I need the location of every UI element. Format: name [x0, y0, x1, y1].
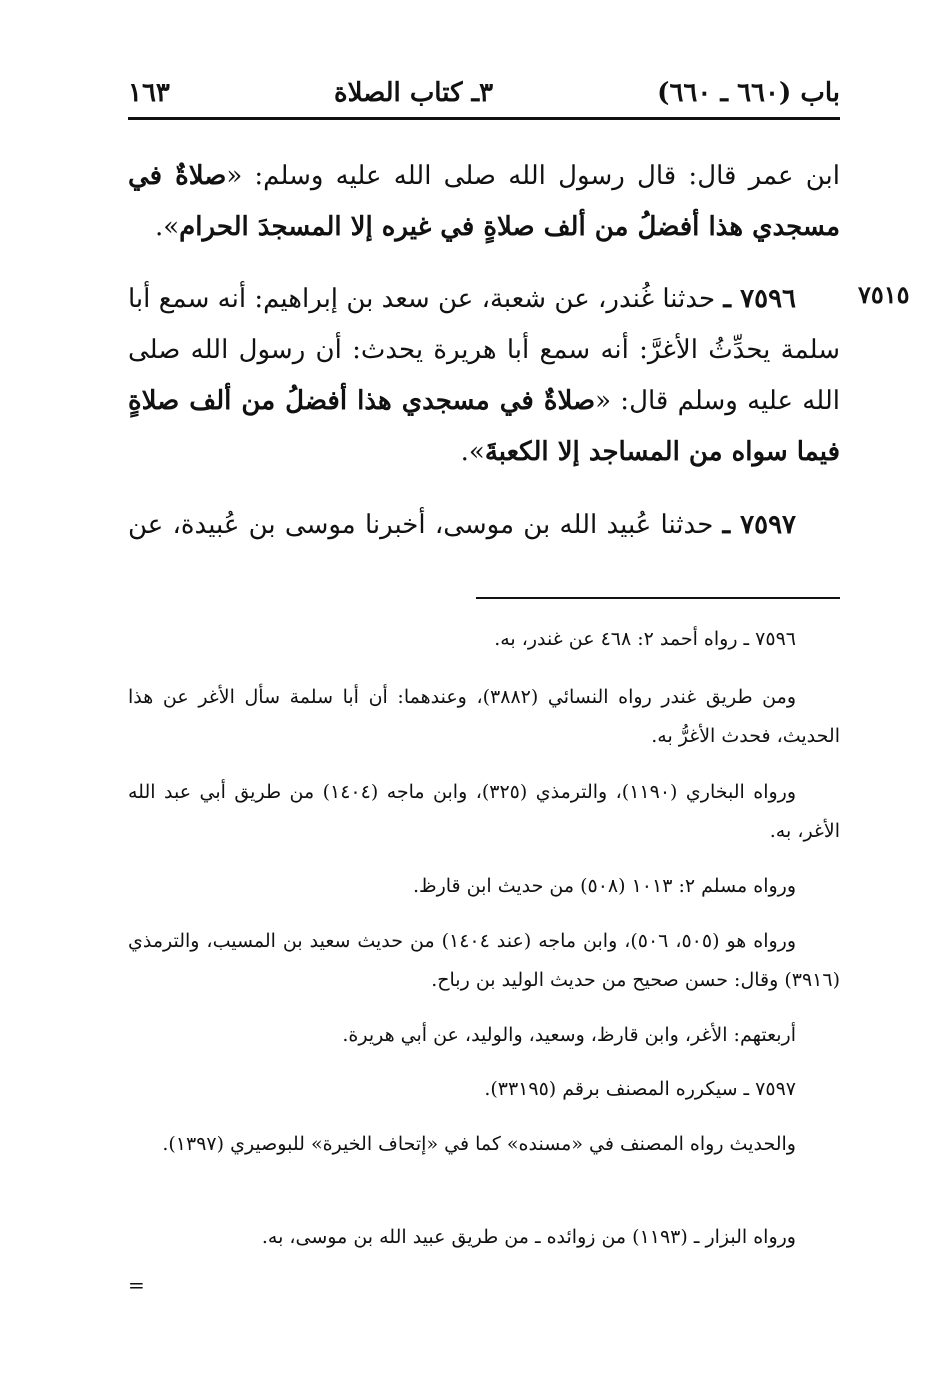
page-header	[128, 72, 840, 114]
hadith-chain: حدثنا غُندر، عن شعبة، عن سعد بن إبراهيم: أنه سمع أبا سلمة يحدِّثُ الأغرَّ: أنه سمع أبا هريرة يحدث: أن رسول الله صلى الله عليه وسلم قال: «	[128, 284, 840, 416]
footnote-5: ورواه هو (٥٠٥، ٥٠٦)، وابن ماجه (عند ١٤٠٤) من حديث سعيد بن المسيب، والترمذي (٣٩١٦) وقال: حسن صحيح من حديث الوليد بن رباح.	[128, 930, 840, 991]
footnote-2: ومن طريق غندر رواه النسائي (٣٨٨٢)، وعندهما: أن أبا سلمة سأل الأغر عن هذا الحديث، فحدث الأغرُّ به.	[128, 686, 840, 747]
quote-close: ».	[460, 437, 485, 467]
quote-close: ».	[154, 212, 180, 242]
hadith-quote: صلاةٌ في مسجدي هذا أفضلُ من ألف صلاةٍ فيما سواه من المساجد إلا الكعبةَ	[128, 386, 840, 467]
paragraph-text: ابن عمر قال: قال رسول الله صلى الله عليه وسلم: «	[226, 161, 840, 191]
footnote-9: ورواه البزار ـ (١١٩٣) من زوائده ـ من طريق عبيد الله بن موسى، به.	[261, 1226, 796, 1248]
footnote-7: ٧٥٩٧ ـ سيكرره المصنف برقم (٣٣١٩٥).	[484, 1078, 796, 1100]
margin-number: ٧٥١٥	[858, 280, 910, 309]
hadith-number: ٧٥٩٦ ـ	[723, 284, 796, 314]
hadith-quote: صلاةٌ في مسجدي هذا أفضلُ من ألف صلاةٍ في غيره إلا المسجدَ الحرام	[128, 161, 840, 242]
book-title: ٣ـ كتاب الصلاة	[333, 78, 494, 108]
footnote-3: ورواه البخاري (١١٩٠)، والترمذي (٣٢٥)، وابن ماجه (١٤٠٤) من طريق أبي عبد الله الأغر، به.	[128, 781, 840, 842]
footnote-8: والحديث رواه المصنف في «مسنده» كما في «إتحاف الخيرة» للبوصيري (١٣٩٧).	[162, 1133, 796, 1155]
hadith-7597	[128, 500, 840, 551]
footnote-6: أربعتهم: الأغر، وابن قارظ، وسعيد، والوليد، عن أبي هريرة.	[342, 1024, 796, 1046]
hadith-chain: حدثنا عُبيد الله بن موسى، أخبرنا موسى بن عُبيدة، عن	[128, 510, 723, 540]
header-divider	[128, 117, 840, 120]
hadith-paragraph-continuation	[128, 151, 840, 253]
hadith-number: ٧٥٩٧ ـ	[722, 510, 796, 540]
footnote-4: ورواه مسلم ٢: ١٠١٣ (٥٠٨) من حديث ابن قارظ.	[412, 875, 796, 897]
footnote-1: ٧٥٩٦ ـ رواه أحمد ٢: ٤٦٨ عن غندر، به.	[494, 628, 796, 650]
continuation-mark: =	[128, 1273, 145, 1297]
page-number: ١٦٣	[128, 78, 170, 108]
chapter-reference: باب (٦٦٠ ـ ٦٦٠)	[657, 78, 840, 108]
footnote-divider	[476, 597, 840, 599]
hadith-7596	[128, 274, 840, 478]
